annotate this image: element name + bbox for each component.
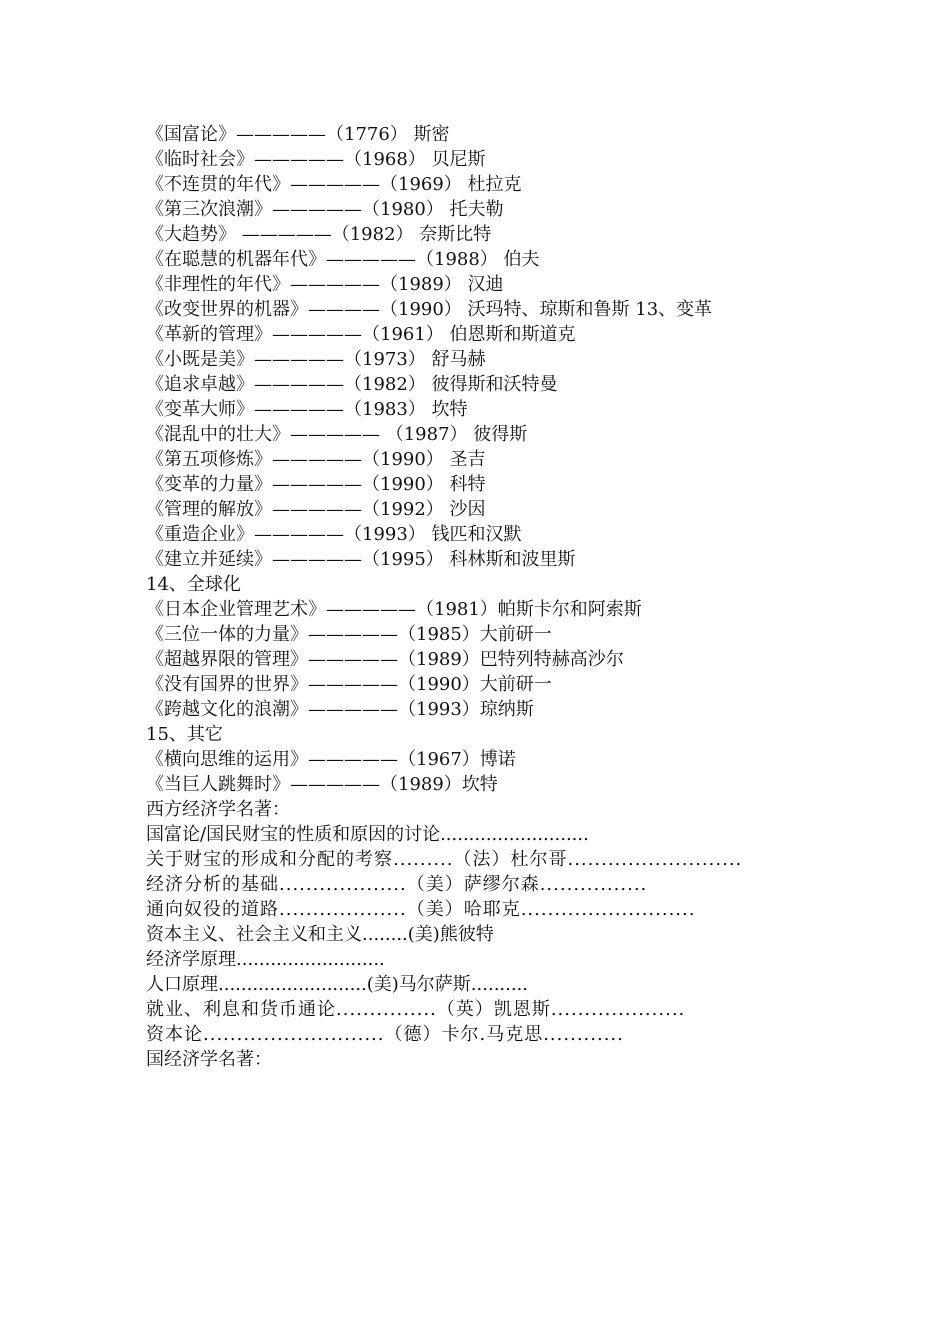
book-entry: 《跨越文化的浪潮》—————（1993）琼纳斯 [146,699,534,720]
section-heading: 14、全球化 [146,574,241,595]
book-entry: 《大趋势》 —————（1982） 奈斯比特 [146,224,492,245]
book-entry: 《没有国界的世界》—————（1990）大前研一 [146,674,552,695]
book-entry: 《在聪慧的机器年代》—————（1988） 伯夫 [146,249,540,270]
book-entry: 《三位一体的力量》—————（1985）大前研一 [146,624,552,645]
book-entry: 《混乱中的壮大》————— （1987） 彼得斯 [146,424,528,445]
book-entry: 《改变世界的机器》————（1990） 沃玛特、琼斯和鲁斯 13、变革 [146,299,713,320]
book-entry: 《建立并延续》—————（1995） 科林斯和波里斯 [146,549,576,570]
book-entry: 《变革大师》—————（1983） 坎特 [146,399,468,420]
book-entry: 《第三次浪潮》—————（1980） 托夫勒 [146,199,504,220]
book-entry: 《非理性的年代》—————（1989） 汉迪 [146,274,504,295]
document-page [146,122,810,1072]
economics-book-entry: 经济分析的基础...................（美）萨缪尔森................ [146,874,648,895]
book-entry: 《第五项修炼》—————（1990） 圣吉 [146,449,486,470]
economics-book-entry: 国富论/国民财宝的性质和原因的讨论.......................... [146,824,589,845]
book-entry: 《追求卓越》—————（1982） 彼得斯和沃特曼 [146,374,558,395]
economics-book-entry: 通向奴役的道路...................（美）哈耶克.......................... [146,899,696,920]
book-entry: 《变革的力量》—————（1990） 科特 [146,474,486,495]
book-entry: 《国富论》—————（1776） 斯密 [146,124,450,145]
economics-book-entry: 关于财宝的形成和分配的考察.........（法）杜尔哥.......................... [146,849,743,870]
book-entry: 《重造企业》—————（1993） 钱匹和汉默 [146,524,522,545]
book-entry: 《横向思维的运用》—————（1967）博诺 [146,749,516,770]
book-entry: 《小既是美》—————（1973） 舒马赫 [146,349,486,370]
economics-book-entry: 人口原理..........................(美)马尔萨斯.......... [146,974,529,995]
economics-book-entry: 经济学原理.......................... [146,949,385,970]
book-entry: 《当巨人跳舞时》—————（1989）坎特 [146,774,498,795]
book-entry: 《管理的解放》—————（1992） 沙因 [146,499,486,520]
book-entry: 《不连贯的年代》—————（1969） 杜拉克 [146,174,522,195]
book-entry: 《革新的管理》—————（1961） 伯恩斯和斯道克 [146,324,576,345]
economics-book-entry: 资本论...........................（德）卡尔.马克思............ [146,1024,624,1045]
economics-book-entry: 就业、利息和货币通论...............（英）凯恩斯.................... [146,999,686,1020]
section-heading: 西方经济学名著： [146,799,290,820]
section-heading: 15、其它 [146,724,223,745]
book-entry: 《临时社会》—————（1968） 贝尼斯 [146,149,486,170]
book-entry: 《日本企业管理艺术》—————（1981）帕斯卡尔和阿索斯 [146,599,642,620]
economics-book-entry: 资本主义、社会主义和主义........(美)熊彼特 [146,924,494,945]
section-heading: 国经济学名著： [146,1049,272,1070]
book-entry: 《超越界限的管理》—————（1989）巴特列特赫高沙尔 [146,649,624,670]
